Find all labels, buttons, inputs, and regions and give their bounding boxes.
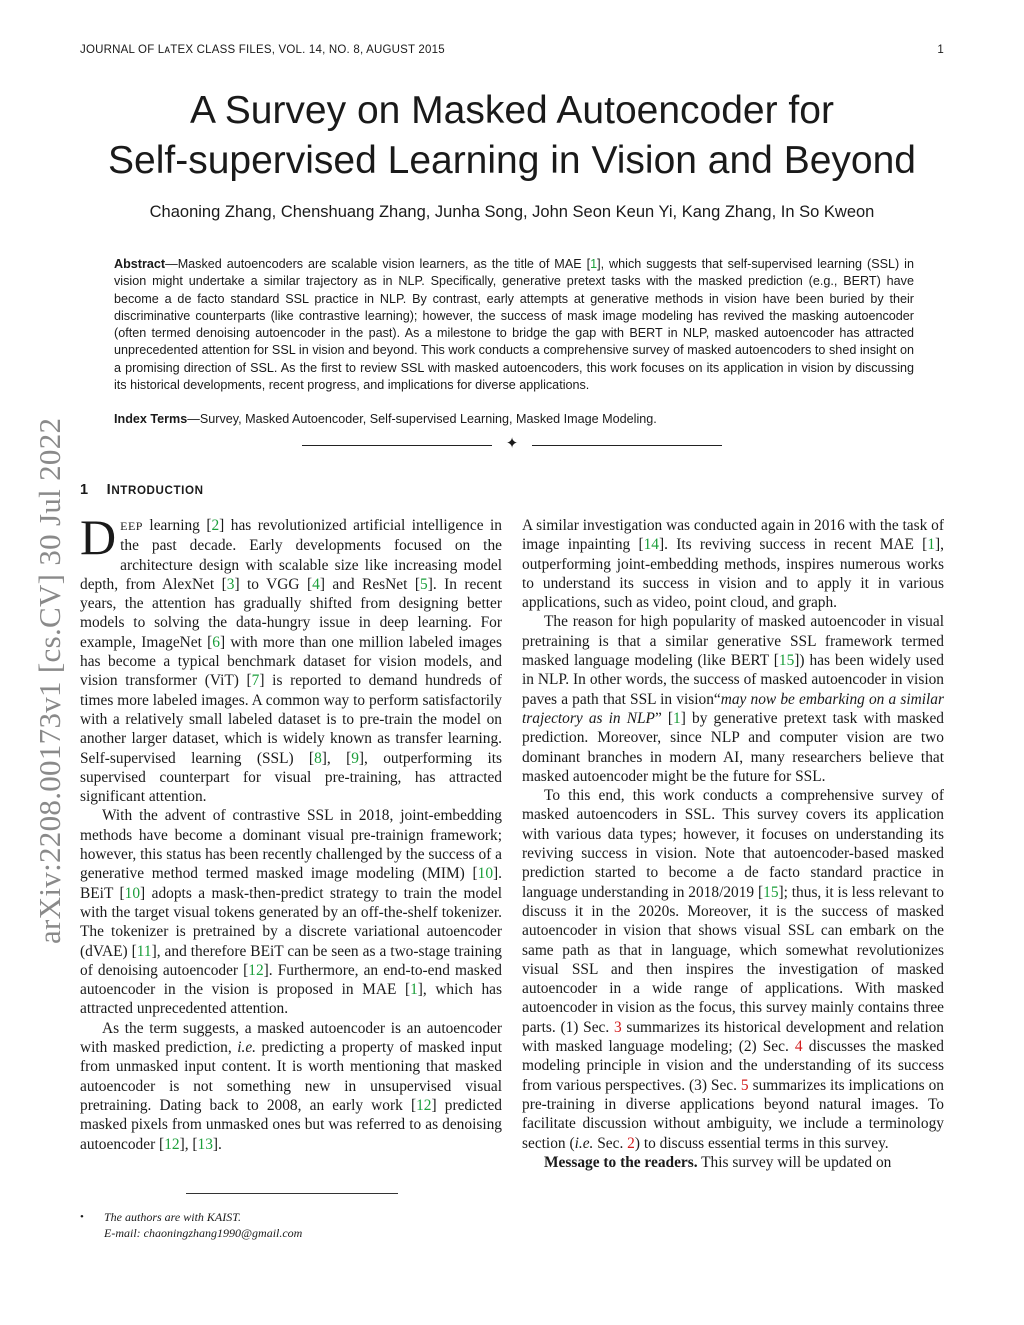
- citation-link[interactable]: 4: [312, 575, 320, 593]
- section-divider: [302, 437, 722, 453]
- citation-link[interactable]: 15: [778, 652, 795, 670]
- left-column: [80, 509, 503, 1154]
- citation-link[interactable]: 10: [124, 884, 141, 902]
- running-head: [80, 44, 944, 56]
- citation-link[interactable]: 8: [314, 749, 322, 767]
- body-text: summarizes its implications on pre-training in diverse applications beyond natural images. To facilitate discussion without ambiguity, we include a terminology section (: [522, 1076, 944, 1152]
- body-text: ], and therefore BEiT can be seen as a two-stage training of denoising autoencoder [: [80, 942, 502, 979]
- body-text: ]. BEiT [: [80, 865, 502, 902]
- italic-text: i.e.: [237, 1039, 257, 1057]
- section-link[interactable]: 3: [613, 1018, 622, 1036]
- body-text: ], [: [179, 1135, 198, 1153]
- index-terms-label: Index Terms: [114, 412, 188, 426]
- body-text: ] is reported to demand hundreds of times more labeled images. A common way to perform satisfactorily with a relatively small labeled dataset is to pre-train the model on another larger dataset, which is widely known as transfer learning. Self-supervised learning (SSL) [: [80, 672, 502, 767]
- paragraph: [80, 509, 502, 806]
- footnote-rule: [186, 1193, 398, 1194]
- section-link[interactable]: 5: [740, 1076, 749, 1094]
- citation-link[interactable]: 12: [164, 1135, 180, 1153]
- body-text: This survey will be updated on: [697, 1153, 892, 1171]
- citation-link[interactable]: 13: [197, 1135, 213, 1153]
- body-text: ], [: [321, 749, 352, 767]
- body-text: ], outperforming joint-embedding methods, inspires numerous works to understand its success in vision and to apply it in various applications, such as video, point cloud, and graph.: [522, 536, 944, 612]
- divider-line-left: [302, 445, 492, 446]
- index-terms: [114, 412, 914, 426]
- body-text: summarizes its historical development and relation with masked language modeling; (2) Sec.: [522, 1018, 944, 1056]
- citation-link[interactable]: 3: [226, 575, 235, 593]
- body-text: ] has revolutionized artificial intelligence in the past decade. Early developments focused on the architecture design with scalable size like increasing model depth, from AlexNet [: [80, 517, 502, 593]
- citation-link[interactable]: 5: [419, 575, 428, 593]
- footnote-bullet-icon: •: [80, 1211, 84, 1223]
- paragraph: [522, 1153, 944, 1172]
- body-text: A similar investigation was conducted again in 2016 with the task of image inpainting [: [522, 517, 944, 554]
- journal-name: JOURNAL OF LᴀTEX CLASS FILES, VOL. 14, NO. 8, AUGUST 2015: [80, 44, 445, 56]
- index-terms-text: —Survey, Masked Autoencoder, Self-supervised Learning, Masked Image Modeling.: [187, 412, 657, 426]
- drop-cap: D: [80, 509, 117, 565]
- citation-link[interactable]: 12: [416, 1096, 432, 1114]
- title-line-2: Self-supervised Learning in Vision and Beyond: [108, 139, 916, 182]
- citation-link[interactable]: 2: [211, 517, 220, 534]
- body-text: Sec.: [593, 1134, 628, 1152]
- citation-link[interactable]: 7: [251, 672, 260, 690]
- body-text: ” [: [654, 709, 674, 727]
- section-title-rest: NTRODUCTION: [111, 484, 204, 497]
- footnote: [80, 1210, 500, 1241]
- paper-title: [60, 86, 964, 186]
- body-text: learning [: [142, 517, 212, 534]
- citation-link[interactable]: 15: [763, 883, 779, 901]
- divider-star-icon: ✦: [505, 436, 519, 452]
- citation-link[interactable]: 14: [643, 536, 659, 554]
- section-heading-introduction: [80, 482, 204, 498]
- body-text: ] adopts a mask-then-predict strategy to train the model with the target visual tokens generated by an off-the-shelf tokenizer. The tokenizer is pretrained by a discrete variational autoencoder (dVAE) [: [80, 884, 502, 960]
- abstract-text: ], which suggests that self-supervised learning (SSL) in vision might undertake a similar trajectory as in NLP. Specifically, generative pretext tasks with the masked prediction (e.g., BERT) have become a de facto standard SSL practice in NLP. By contrast, early attempts at generative methods in vision have been buried by their discriminative counterparts (like contrastive learning); however, the success of mask image modeling has revived the masking autoencoder (often termed denoising autoencoder in the past). As a milestone to bridge the gap with BERT in NLP, masked autoencoder has attracted unprecedented attention for SSL in vision and beyond. This work conducts a comprehensive survey of masked autoencoders to shed insight on a promising direction of SSL. As the first to review SSL with masked autoencoders, this work focuses on its application in vision by discussing its historical developments, recent progress, and implications for diverse applications.: [114, 257, 914, 393]
- body-text: ] and ResNet [: [319, 575, 420, 593]
- body-text: ], outperforming its supervised counterpart for visual pre-training, has attracted significant attention.: [80, 749, 502, 806]
- author-list: Chaoning Zhang, Chenshuang Zhang, Junha Song, John Seon Keun Yi, Kang Zhang, In So Kweon: [149, 203, 875, 221]
- paragraph: [80, 1019, 502, 1154]
- page-number: 1: [937, 44, 944, 56]
- citation-link[interactable]: 10: [477, 865, 494, 883]
- body-text: predicting a property of masked input from unmasked input content. It is worth mentioning that masked autoencoder is not something new in unsupervised visual pretraining. Dating back to 2008, an early work [: [80, 1039, 502, 1114]
- body-text: ]; thus, it is less relevant to discuss it in the 2020s. Moreover, it is the success of masked autoencoder in vision that shows visual SSL can embark on the same path as that in language, which somewhat revolutionizes visual SSL and then inspires the investigation of masked autoencoder in a wide range of applications. With masked autoencoder in vision as the focus, this survey mainly contains three parts. (1) Sec.: [522, 883, 944, 1036]
- citation-link[interactable]: 1: [673, 709, 681, 727]
- body-text: ]. In recent years, the attention has gradually shifted from designing better models to solving the data-hungry issue in deep learning. For example, ImageNet [: [80, 575, 502, 651]
- footnote-email[interactable]: E-mail: chaoningzhang1990@gmail.com: [104, 1225, 303, 1240]
- abstract-text: —Masked autoencoders are scalable vision learners, as the title of MAE [: [165, 257, 591, 271]
- body-text: ] to VGG [: [234, 575, 313, 593]
- body-text: ] by generative pretext task with masked prediction. Moreover, since NLP and computer vision are two dominant branches in modern AI, many researchers believe that masked autoencoder might be the future for SSL.: [522, 709, 944, 785]
- divider-line-right: [532, 445, 722, 446]
- body-text: ] predicted masked pixels from unmasked ones but was referred to as denoising autoencoder [: [80, 1096, 503, 1153]
- small-caps-text: EEP: [120, 519, 143, 533]
- right-column: [522, 516, 944, 1172]
- body-text: ]. Furthermore, an end-to-end masked autoencoder in the vision is proposed in MAE [: [80, 961, 502, 999]
- body-text: ] with more than one million labeled images has become a typical benchmark dataset for vision models, and vision transformer (ViT) [: [80, 633, 502, 690]
- body-text: discusses the masked modeling principle in vision and the understanding of its success from various perspectives. (3) Sec.: [522, 1038, 944, 1094]
- italic-text: i.e.: [574, 1134, 594, 1152]
- paragraph: [522, 612, 944, 786]
- citation-link[interactable]: 9: [351, 749, 359, 767]
- title-line-1: A Survey on Masked Autoencoder for: [190, 89, 834, 132]
- body-text: The reason for high popularity of masked autoencoder in visual pretraining is that a similar generative SSL framework termed masked language modeling (like BERT [: [522, 613, 944, 670]
- body-text: ) to discuss essential terms in this survey.: [634, 1134, 889, 1152]
- citation-link[interactable]: 6: [212, 633, 220, 651]
- citation-link[interactable]: 1: [410, 981, 418, 999]
- bold-lead-in: Message to the readers.: [544, 1153, 698, 1171]
- body-text: ].: [212, 1135, 222, 1153]
- arxiv-stamp: arXiv:2208.00173v1 [cs.CV] 30 Jul 2022: [32, 417, 67, 944]
- paragraph: [522, 786, 944, 1153]
- body-text: With the advent of contrastive SSL in 2018, joint-embedding methods have become a dominant visual pre-trainign framework; however, this status has been recently challenged by the success of a generative method termed masked image modeling (MIM) [: [80, 807, 502, 883]
- paragraph: [80, 806, 502, 1018]
- abstract-label: Abstract: [114, 257, 166, 271]
- citation-link[interactable]: 12: [248, 961, 264, 979]
- section-link[interactable]: 2: [627, 1134, 635, 1152]
- body-text: To this end, this work conducts a comprehensive survey of masked autoencoders in SSL. This survey covers its application with various data types; however, it focuses on understanding its reviving success in vision. Note that autoencoder-based masked prediction started to become a de facto standard practice in language understanding in 2018/2019 [: [522, 787, 944, 901]
- footnote-affiliation: The authors are with KAIST.: [104, 1210, 242, 1224]
- section-number: 1: [80, 482, 89, 498]
- body-text: ], which has attracted unprecedented attention.: [80, 981, 503, 1018]
- citation-link[interactable]: 1: [590, 257, 598, 271]
- section-link[interactable]: 4: [794, 1038, 803, 1056]
- italic-quote: may now be embarking on a similar trajectory as in NLP: [522, 690, 944, 727]
- paragraph: [522, 516, 944, 612]
- abstract: [114, 256, 914, 394]
- citation-link[interactable]: 1: [927, 536, 936, 554]
- body-text: ]. Its reviving success in recent MAE [: [659, 536, 928, 554]
- body-text: ]) has been widely used in NLP. In other words, the success of masked autoencoder in vision paves a path that SSL in vision“: [522, 652, 945, 708]
- section-title-initial: I: [106, 482, 112, 498]
- body-text: As the term suggests, a masked autoencoder is an autoencoder with masked prediction,: [80, 1019, 502, 1057]
- citation-link[interactable]: 11: [136, 942, 152, 960]
